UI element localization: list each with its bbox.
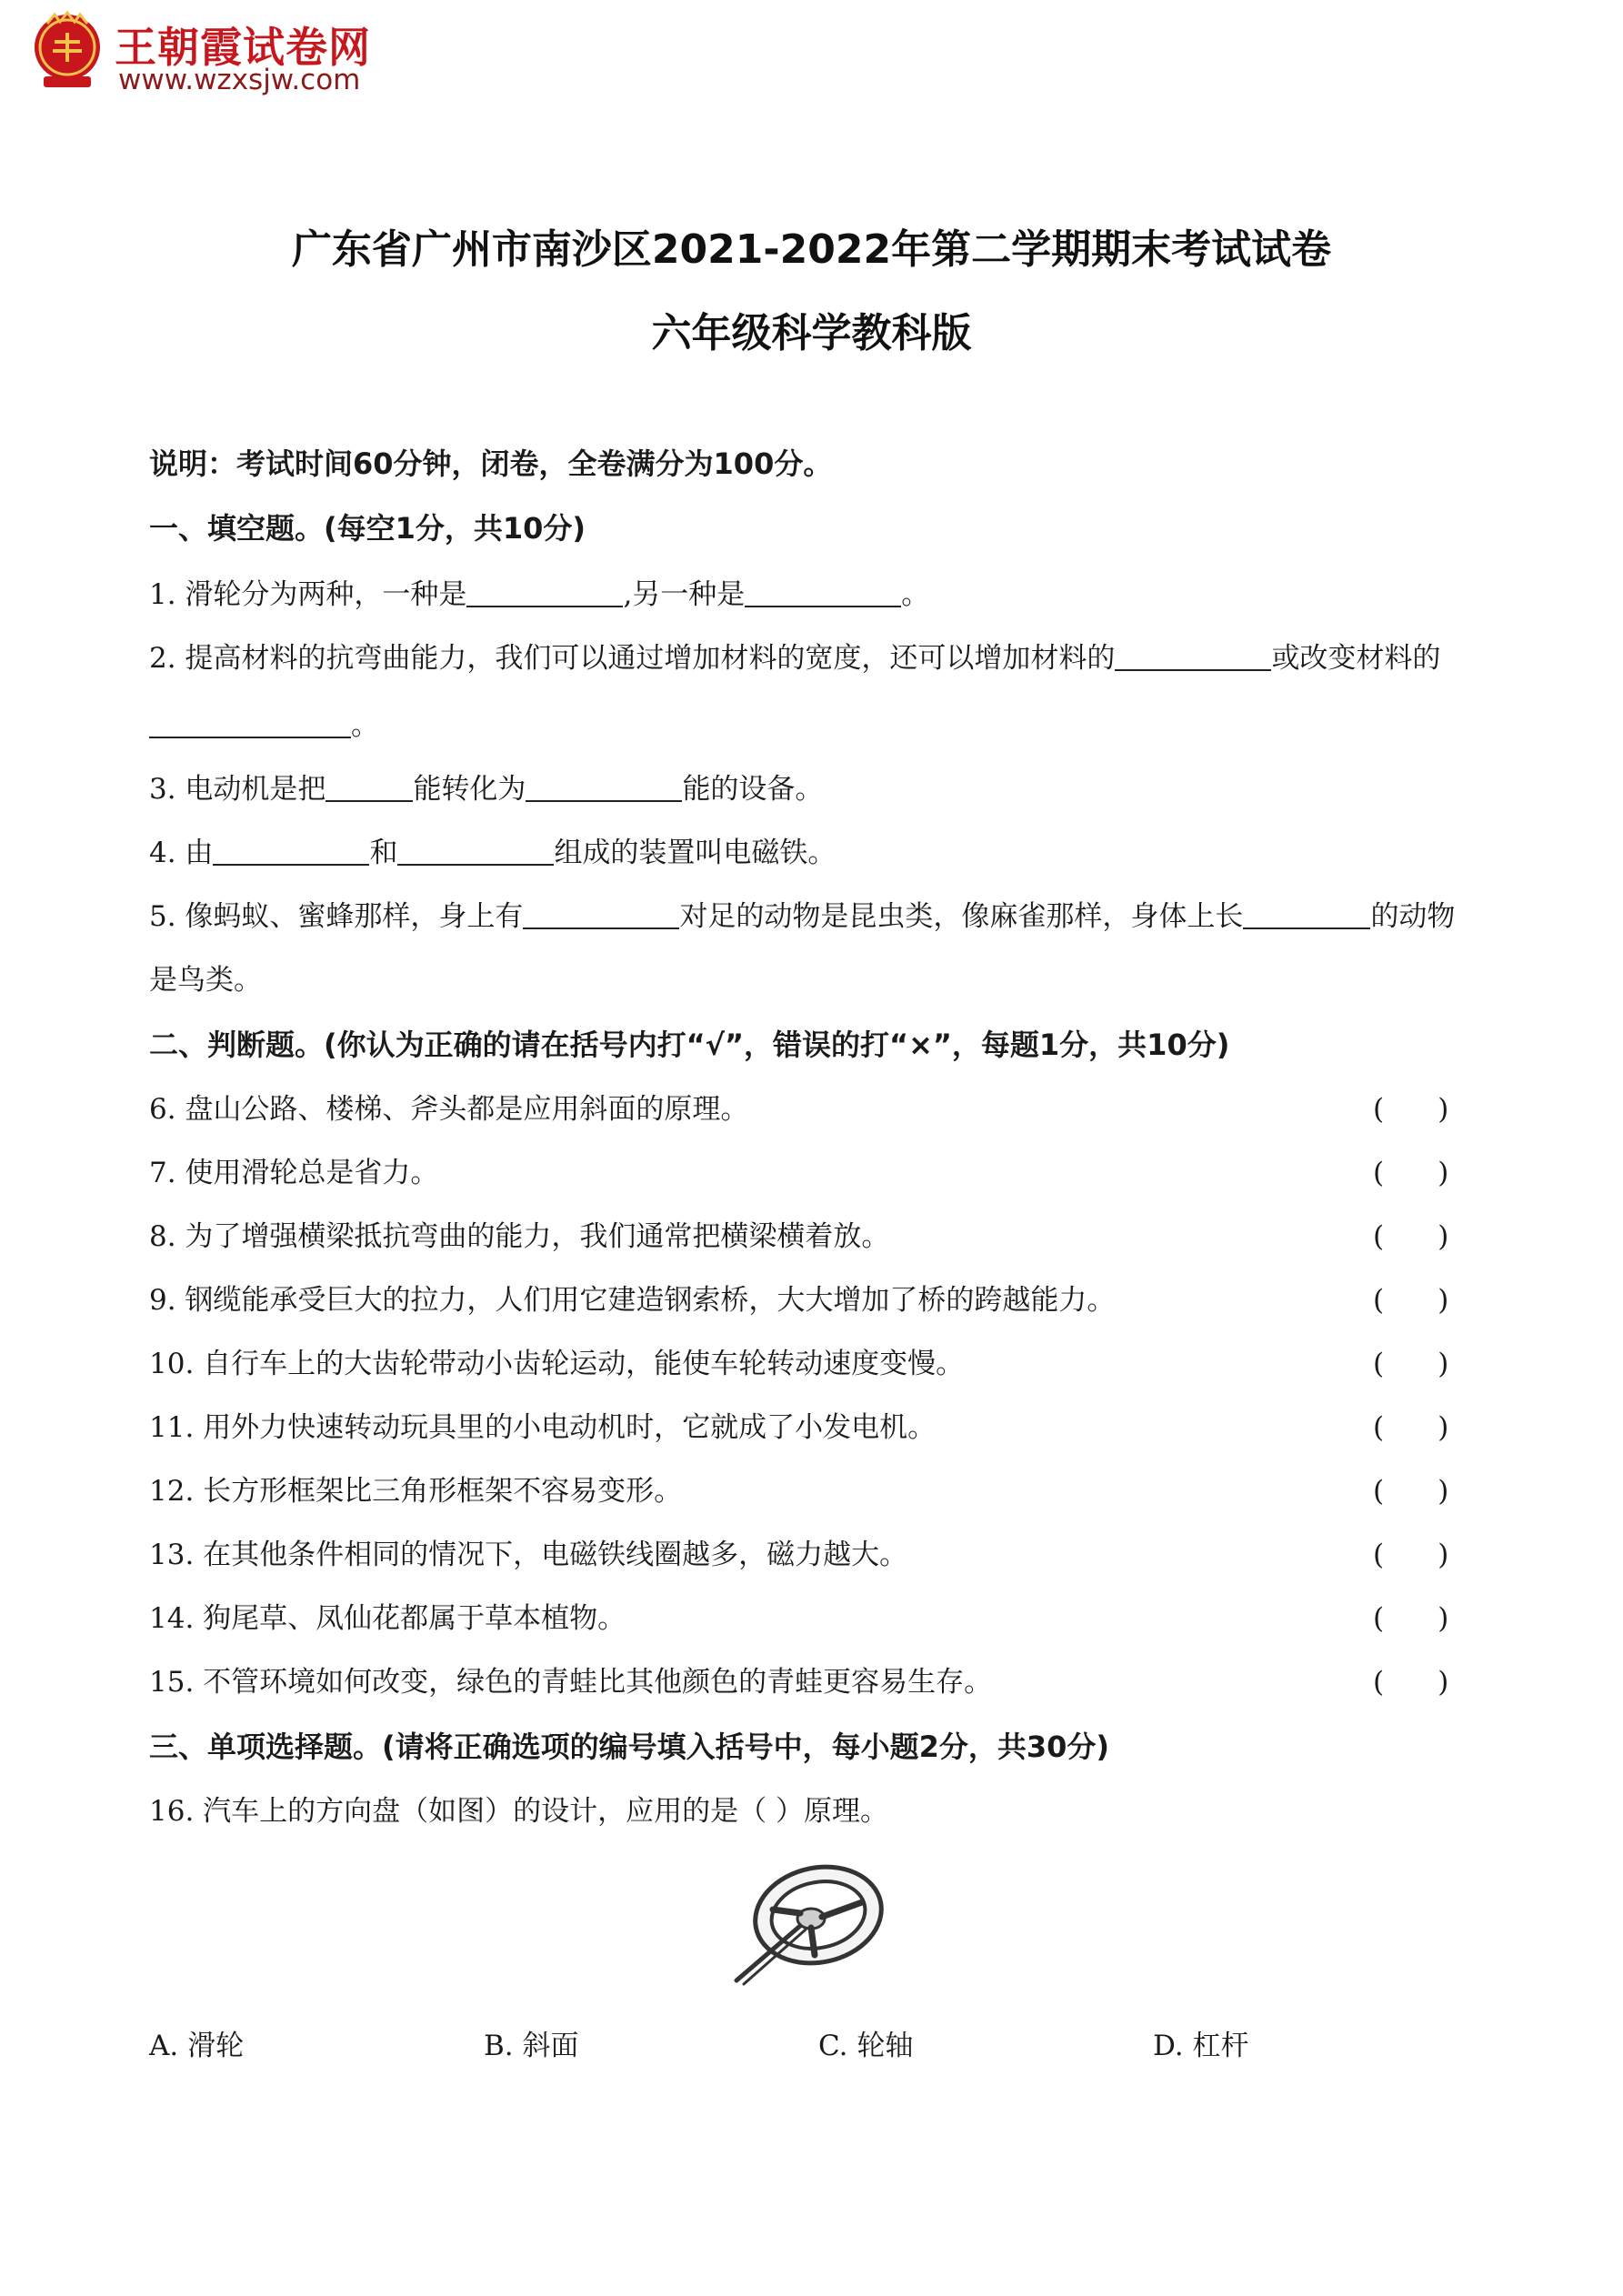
question-5 [149,898,1455,935]
question-text: 对足的动物是昆虫类，像麻雀那样，身体上长 [679,900,1244,933]
question-2 [149,640,1440,677]
section-heading-multiple-choice: 三、单项选择题。(请将正确选项的编号填入括号中，每小题2分，共30分) [149,1730,1110,1764]
section-heading-true-false: 二、判断题。(你认为正确的请在括号内打“√”，错误的打“×”，每题1分，共10分) [149,1028,1230,1062]
tf-question: 13. 在其他条件相同的情况下，电磁铁线圈越多，磁力越大。 [149,1539,908,1571]
question-text: 能转化为 [413,773,526,806]
question-5-continued: 是鸟类。 [149,964,262,997]
question-3 [149,771,823,807]
answer-blank[interactable] [213,837,369,866]
question-4 [149,835,836,871]
crest-icon [27,11,107,91]
answer-paren[interactable]: ( ) [1373,1220,1449,1253]
answer-paren[interactable]: ( ) [1373,1157,1449,1189]
option-c[interactable]: C. 轮轴 [818,2030,914,2062]
instructions: 说明：考试时间60分钟，闭卷，全卷满分为100分。 [149,446,833,481]
answer-paren[interactable]: ( ) [1373,1284,1449,1317]
question-text: 2. 提高材料的抗弯曲能力，我们可以通过增加材料的宽度，还可以增加材料的 [149,642,1116,675]
question-1 [149,577,929,613]
answer-paren[interactable]: ( ) [1373,1475,1449,1508]
brand-name: 王朝霞试卷网 [115,23,371,72]
answer-paren[interactable]: ( ) [1373,1093,1449,1126]
exam-subtitle: 六年级科学教科版 [651,310,972,356]
tf-question: 12. 长方形框架比三角形框架不容易变形。 [149,1475,683,1508]
answer-blank[interactable] [397,837,554,866]
answer-blank[interactable] [1115,642,1271,671]
brand-url[interactable]: www.wzxsjw.com [118,64,361,96]
answer-paren[interactable]: ( ) [1373,1411,1449,1444]
question-text: 3. 电动机是把 [149,773,326,806]
answer-blank[interactable] [326,773,413,802]
tf-question: 7. 使用滑轮总是省力。 [149,1157,439,1189]
question-text: 。 [901,578,930,611]
question-text: 能的设备。 [682,773,824,806]
answer-paren[interactable]: ( ) [1373,1666,1449,1699]
question-text: 组成的装置叫电磁铁。 [554,837,837,869]
exam-title: 广东省广州市南沙区2021-2022年第二学期期末考试试卷 [291,226,1332,273]
tf-question: 10. 自行车上的大齿轮带动小齿轮运动，能使车轮转动速度变慢。 [149,1348,965,1380]
answer-paren[interactable]: ( ) [1373,1539,1449,1571]
steering-wheel-icon [727,1855,891,1991]
answer-paren[interactable]: ( ) [1373,1348,1449,1380]
tf-question: 6. 盘山公路、楼梯、斧头都是应用斜面的原理。 [149,1093,749,1126]
question-text: ,另一种是 [623,578,746,611]
tf-question: 15. 不管环境如何改变，绿色的青蛙比其他颜色的青蛙更容易生存。 [149,1666,993,1699]
tf-question: 9. 钢缆能承受巨大的拉力，人们用它建造钢索桥，大大增加了桥的跨越能力。 [149,1284,1116,1317]
answer-blank[interactable] [466,578,623,607]
tf-question: 14. 狗尾草、凤仙花都属于草本植物。 [149,1602,626,1635]
option-d[interactable]: D. 杠杆 [1153,2030,1249,2062]
question-text: 的动物 [1370,900,1456,933]
question-2-continued [149,707,379,744]
option-b[interactable]: B. 斜面 [484,2030,579,2062]
answer-paren[interactable]: ( ) [1373,1602,1449,1635]
answer-blank[interactable] [523,900,679,929]
answer-blank[interactable] [526,773,682,802]
question-text: 5. 像蚂蚁、蜜蜂那样，身上有 [149,900,524,933]
answer-blank[interactable] [149,709,351,738]
answer-blank[interactable] [745,578,901,607]
question-text: 或改变材料的 [1271,642,1441,675]
question-text: 和 [369,837,398,869]
option-a[interactable]: A. 滑轮 [149,2030,245,2062]
site-logo[interactable] [27,11,391,102]
answer-blank[interactable] [1243,900,1370,929]
question-text: 。 [351,709,379,742]
tf-question: 11. 用外力快速转动玩具里的小电动机时，它就成了小发电机。 [149,1411,937,1444]
question-16: 16. 汽车上的方向盘（如图）的设计，应用的是（ ）原理。 [149,1795,889,1828]
tf-question: 8. 为了增强横梁抵抗弯曲的能力，我们通常把横梁横着放。 [149,1220,890,1253]
question-text: 4. 由 [149,837,214,869]
section-heading-fill-blank: 一、填空题。(每空1分，共10分) [149,511,586,546]
question-text: 1. 滑轮分为两种，一种是 [149,578,467,611]
